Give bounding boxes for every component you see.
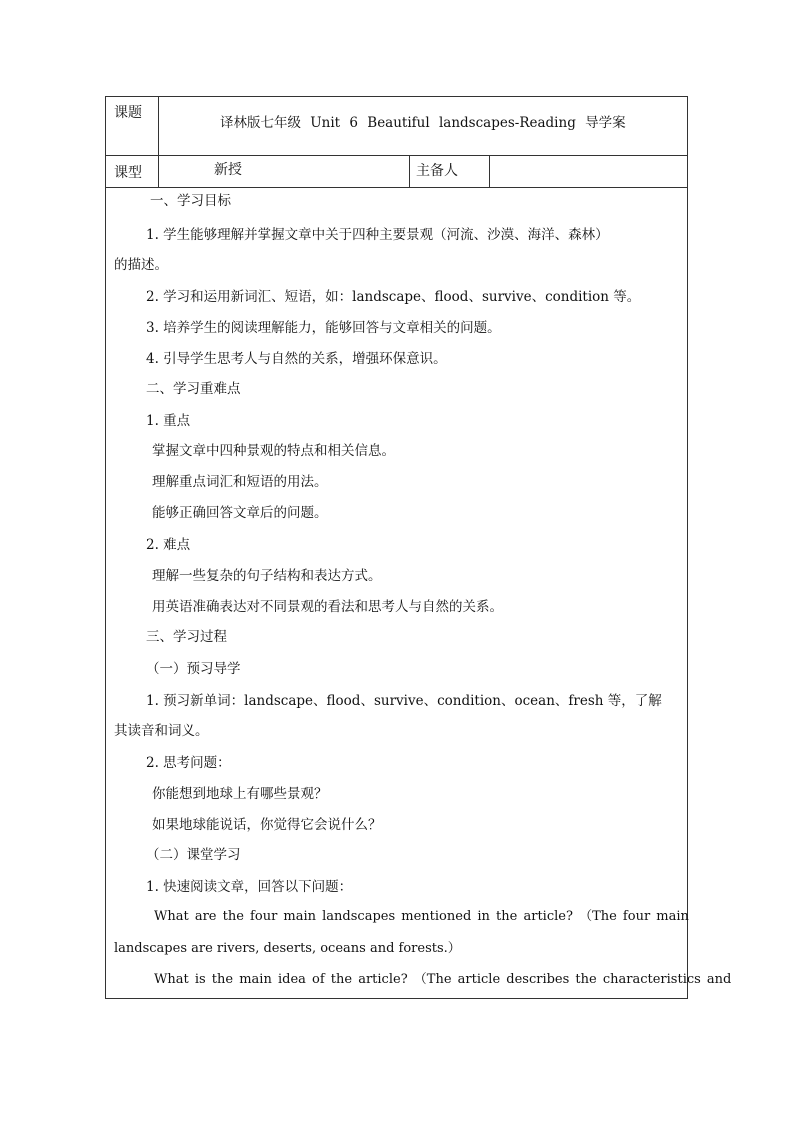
column-divider <box>489 155 490 187</box>
section-heading: 二、学习重难点 <box>146 381 241 397</box>
lesson-type-value: 新授 <box>214 162 242 178</box>
subsection-heading: （一）预习导学 <box>146 661 241 677</box>
label-preparer: 主备人 <box>416 163 458 179</box>
row-divider <box>106 155 687 156</box>
text-line: 的描述。 <box>114 257 168 273</box>
column-divider <box>158 97 159 187</box>
text-line: What is the main idea of the article? （The article describes the characteristics and <box>154 972 732 987</box>
text-line: 1. 预习新单词：landscape、flood、survive、condition、ocean、fresh 等，了解 <box>146 693 662 709</box>
text-line: 你能想到地球上有哪些景观？ <box>152 786 328 802</box>
text-line: landscapes are rivers, deserts, oceans and forests.） <box>114 941 461 956</box>
text-line: 用英语准确表达对不同景观的看法和思考人与自然的关系。 <box>152 599 503 615</box>
label-lesson-type: 课型 <box>114 165 142 181</box>
text-line: 理解一些复杂的句子结构和表达方式。 <box>152 568 382 584</box>
text-line: 4. 引导学生思考人与自然的关系，增强环保意识。 <box>146 351 447 367</box>
text-line: 2. 思考问题： <box>146 755 231 771</box>
text-line: 掌握文章中四种景观的特点和相关信息。 <box>152 443 395 459</box>
text-line: 其读音和词义。 <box>114 723 209 739</box>
text-line: 理解重点词汇和短语的用法。 <box>152 474 328 490</box>
text-line: What are the four main landscapes mentioned in the article? （The four main <box>154 909 689 924</box>
lesson-plan-table <box>105 96 732 999</box>
text-line: 1. 快速阅读文章，回答以下问题： <box>146 879 353 895</box>
text-line: 2. 学习和运用新词汇、短语，如：landscape、flood、survive、condition 等。 <box>146 289 641 305</box>
subsection-heading: （二）课堂学习 <box>146 847 241 863</box>
row-divider <box>106 187 687 188</box>
text-line: 如果地球能说话，你觉得它会说什么？ <box>152 817 382 833</box>
section-heading: 三、学习过程 <box>146 629 227 645</box>
text-line: 1. 学生能够理解并掌握文章中关于四种主要景观（河流、沙漠、海洋、森林） <box>146 227 609 243</box>
column-divider <box>409 155 410 187</box>
section-heading: 一、学习目标 <box>150 193 231 209</box>
label-topic: 课题 <box>114 105 142 121</box>
text-line: 2. 难点 <box>146 537 191 553</box>
text-line: 1. 重点 <box>146 413 191 429</box>
text-line: 3. 培养学生的阅读理解能力，能够回答与文章相关的问题。 <box>146 320 501 336</box>
text-line: 能够正确回答文章后的问题。 <box>152 505 328 521</box>
topic-title: 译林版七年级 Unit 6 Beautiful landscapes-Reading 导学案 <box>220 115 626 131</box>
